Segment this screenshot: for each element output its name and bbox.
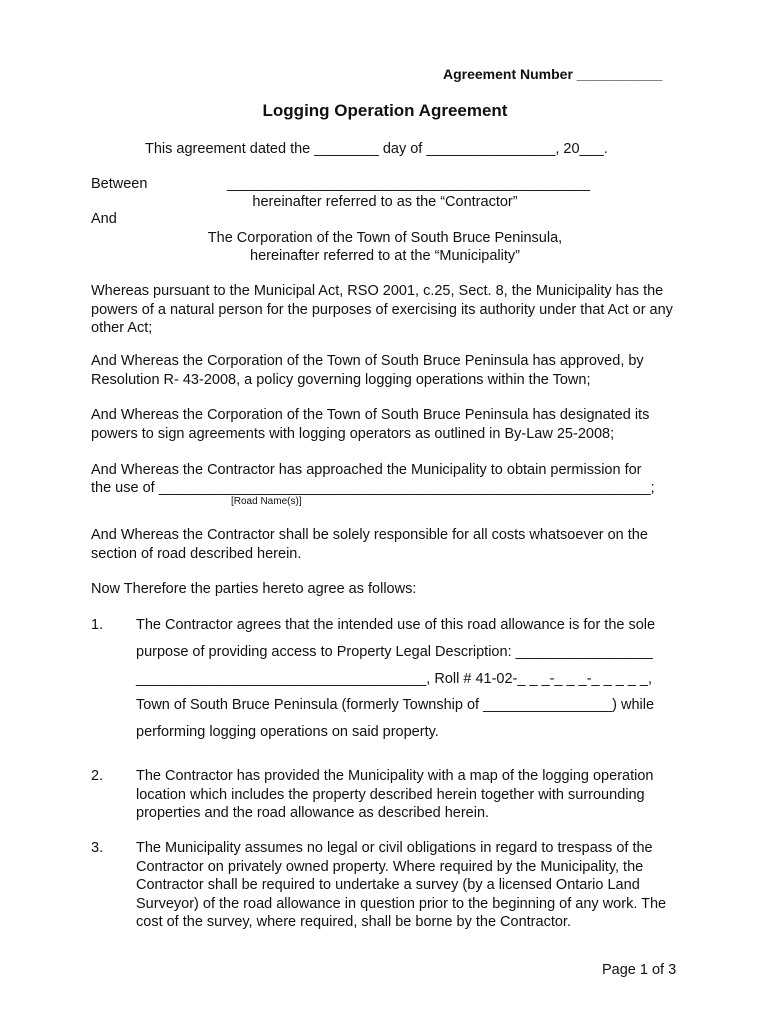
municipality-name: The Corporation of the Town of South Bruce Peninsula, <box>207 230 563 246</box>
clause-1-line-3: ____________________________________, Roll # 41-02-_ _ _-_ _ _-_ _ _ _ _, <box>136 671 653 687</box>
recital-road-line-2: the use of _____________________________________________________________; <box>91 480 655 496</box>
recital-municipal-act: Whereas pursuant to the Municipal Act, RSO 2001, c.25, Sect. 8, the Municipality has the powers of a natural person for the purposes of exercising its authority under that Act or any other Act; <box>91 283 673 336</box>
and-label: And <box>91 211 117 227</box>
municipality-reference: hereinafter referred to at the “Municipality” <box>250 248 520 264</box>
clause-1-number: 1. <box>91 617 104 633</box>
agreement-number-label: Agreement Number ___________ <box>443 66 663 82</box>
clause-2-number: 2. <box>91 768 104 784</box>
recital-road-line-1: And Whereas the Contractor has approached the Municipality to obtain permission for <box>91 462 642 478</box>
recital-resolution: And Whereas the Corporation of the Town of South Bruce Peninsula has approved, by Resolution R- 43-2008, a policy governing logging operations within the Town; <box>91 353 644 388</box>
contractor-name-blank: _____________________________________________ <box>227 176 590 192</box>
contractor-reference: hereinafter referred to as the “Contractor” <box>252 194 518 210</box>
date-line: This agreement dated the ________ day of ________________, 20___. <box>145 141 608 157</box>
clause-1-line-4: Town of South Bruce Peninsula (formerly Township of ________________) while <box>136 697 655 713</box>
clause-1-line-1: The Contractor agrees that the intended use of this road allowance is for the sole <box>136 617 656 633</box>
clause-2-text: The Contractor has provided the Municipality with a map of the logging operation location which includes the property described herein together with surrounding properties and the road allowance as described herein. <box>136 768 654 821</box>
between-label: Between <box>91 176 148 192</box>
recital-bylaw: And Whereas the Corporation of the Town of South Bruce Peninsula has designated its powers to sign agreements with logging operators as outlined in By-Law 25-2008; <box>91 407 650 442</box>
road-name-caption: [Road Name(s)] <box>231 496 302 507</box>
now-therefore: Now Therefore the parties hereto agree as follows: <box>91 581 417 597</box>
clause-3-number: 3. <box>91 840 104 856</box>
clause-1-line-5: performing logging operations on said property. <box>136 724 439 740</box>
page-number: Page 1 of 3 <box>602 962 677 978</box>
clause-3-text: The Municipality assumes no legal or civil obligations in regard to trespass of the Contractor on privately owned property. Where required by the Municipality, the Contractor shall be required to undertake a survey (by a licensed Ontario Land Surveyor) of the road allowance in question prior to the beginning of any work. The cost of the survey, where required, shall be borne by the Contractor. <box>136 840 667 930</box>
page-title: Logging Operation Agreement <box>262 101 508 120</box>
clause-1-line-2: purpose of providing access to Property Legal Description: _________________ <box>136 644 653 660</box>
recital-responsibility: And Whereas the Contractor shall be solely responsible for all costs whatsoever on the section of road described herein. <box>91 527 648 562</box>
